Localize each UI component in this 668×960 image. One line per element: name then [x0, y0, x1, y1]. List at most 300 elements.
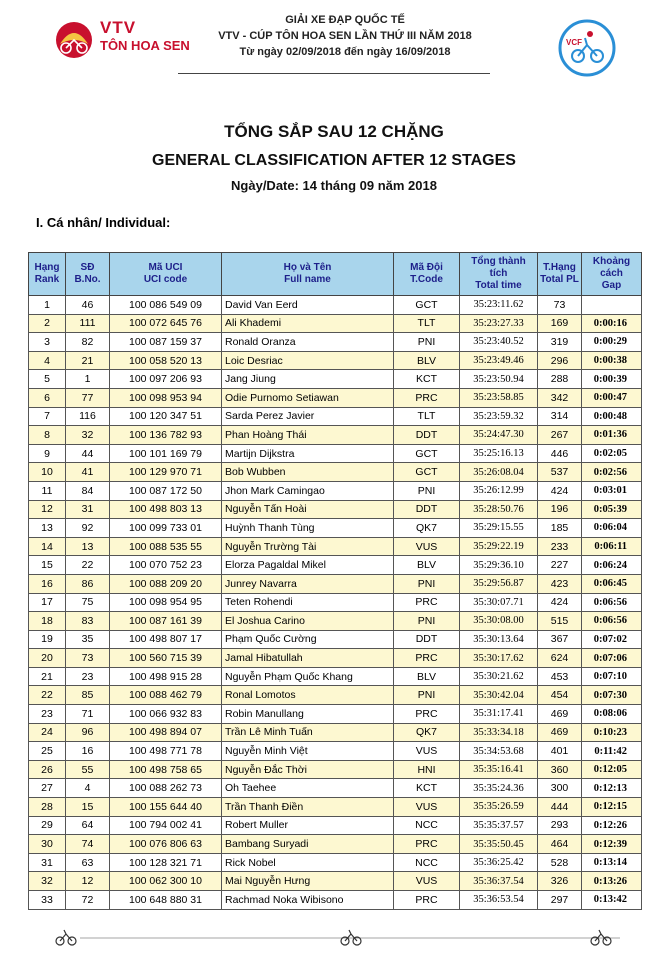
table-row: [29, 612, 642, 631]
total-time-cell: 35:36:53.54: [460, 891, 538, 910]
team-code-cell: HNI: [394, 760, 460, 779]
team-code-cell: VUS: [394, 872, 460, 891]
total-time-cell: 35:30:42.04: [460, 686, 538, 705]
team-code-cell: NCC: [394, 816, 460, 835]
bib-cell: 71: [66, 705, 110, 724]
rank-cell: 6: [29, 388, 66, 407]
total-time-cell: 35:35:50.45: [460, 835, 538, 854]
rider-name-cell: Bambang Suryadi: [222, 835, 394, 854]
total-pl-cell: 367: [538, 630, 582, 649]
bib-cell: 73: [66, 649, 110, 668]
gap-cell: 0:12:05: [582, 760, 642, 779]
gap-cell: 0:00:47: [582, 388, 642, 407]
uci-code-cell: 100 120 347 51: [110, 407, 222, 426]
team-code-cell: VUS: [394, 798, 460, 817]
rider-name-cell: Odie Purnomo Setiawan: [222, 388, 394, 407]
event-edition: VTV - CÚP TÔN HOA SEN LẦN THỨ III NĂM 2018: [218, 30, 472, 42]
bib-cell: 21: [66, 351, 110, 370]
brand-vtv: VTV: [100, 18, 137, 37]
rank-cell: 28: [29, 798, 66, 817]
total-pl-cell: 288: [538, 370, 582, 389]
team-code-cell: PRC: [394, 705, 460, 724]
uci-code-cell: 100 101 169 79: [110, 444, 222, 463]
section-individual: I. Cá nhân/ Individual:: [36, 215, 171, 230]
gap-cell: 0:06:24: [582, 556, 642, 575]
uci-code-cell: 100 560 715 39: [110, 649, 222, 668]
gap-cell: 0:05:39: [582, 500, 642, 519]
total-pl-cell: 423: [538, 574, 582, 593]
uci-code-cell: 100 498 758 65: [110, 760, 222, 779]
rider-name-cell: Robert Muller: [222, 816, 394, 835]
rank-cell: 23: [29, 705, 66, 724]
cyclist-icon: [591, 930, 611, 945]
rank-cell: 19: [29, 630, 66, 649]
rider-name-cell: Robin Manullang: [222, 705, 394, 724]
bib-cell: 13: [66, 537, 110, 556]
rank-cell: 11: [29, 481, 66, 500]
total-pl-cell: 300: [538, 779, 582, 798]
table-row: [29, 891, 642, 910]
gap-cell: 0:00:29: [582, 333, 642, 352]
uci-code-cell: 100 066 932 83: [110, 705, 222, 724]
uci-code-cell: 100 072 645 76: [110, 314, 222, 333]
rider-name-cell: Ronald Oranza: [222, 333, 394, 352]
table-row: [29, 556, 642, 575]
bib-cell: 41: [66, 463, 110, 482]
gap-cell: 0:07:06: [582, 649, 642, 668]
total-time-cell: 35:28:50.76: [460, 500, 538, 519]
team-code-cell: GCT: [394, 444, 460, 463]
total-time-cell: 35:23:27.33: [460, 314, 538, 333]
col-total-time: Tổng thành tích Total time: [460, 253, 538, 296]
uci-code-cell: 100 155 644 40: [110, 798, 222, 817]
rider-name-cell: Phạm Quốc Cường: [222, 630, 394, 649]
total-pl-cell: 624: [538, 649, 582, 668]
table-row: [29, 798, 642, 817]
bib-cell: 16: [66, 742, 110, 761]
table-row: [29, 853, 642, 872]
total-pl-cell: 528: [538, 853, 582, 872]
total-time-cell: 35:23:11.62: [460, 296, 538, 315]
uci-code-cell: 100 088 535 55: [110, 537, 222, 556]
rank-cell: 2: [29, 314, 66, 333]
team-code-cell: QK7: [394, 723, 460, 742]
total-time-cell: 35:24:47.30: [460, 426, 538, 445]
bib-cell: 64: [66, 816, 110, 835]
bib-cell: 82: [66, 333, 110, 352]
rank-cell: 9: [29, 444, 66, 463]
total-time-cell: 35:29:36.10: [460, 556, 538, 575]
rank-cell: 29: [29, 816, 66, 835]
table-row: [29, 426, 642, 445]
total-pl-cell: 360: [538, 760, 582, 779]
team-code-cell: PNI: [394, 333, 460, 352]
uci-code-cell: 100 087 161 39: [110, 612, 222, 631]
vcf-cyclist-emblem-icon: [552, 18, 622, 78]
total-time-cell: 35:35:24.36: [460, 779, 538, 798]
bib-cell: 44: [66, 444, 110, 463]
rank-cell: 33: [29, 891, 66, 910]
bib-cell: 74: [66, 835, 110, 854]
rank-cell: 32: [29, 872, 66, 891]
total-time-cell: 35:36:25.42: [460, 853, 538, 872]
uci-code-cell: 100 498 807 17: [110, 630, 222, 649]
gap-cell: 0:06:56: [582, 612, 642, 631]
gap-cell: 0:13:26: [582, 872, 642, 891]
uci-code-cell: 100 794 002 41: [110, 816, 222, 835]
total-time-cell: 35:30:08.00: [460, 612, 538, 631]
gap-cell: 0:02:05: [582, 444, 642, 463]
uci-code-cell: 100 058 520 13: [110, 351, 222, 370]
team-code-cell: DDT: [394, 500, 460, 519]
gap-cell: 0:07:02: [582, 630, 642, 649]
rider-name-cell: Rick Nobel: [222, 853, 394, 872]
uci-code-cell: 100 498 803 13: [110, 500, 222, 519]
bib-cell: 23: [66, 667, 110, 686]
general-classification-table: [28, 252, 642, 910]
team-code-cell: GCT: [394, 296, 460, 315]
total-time-cell: 35:30:07.71: [460, 593, 538, 612]
rank-cell: 15: [29, 556, 66, 575]
uci-code-cell: 100 088 262 73: [110, 779, 222, 798]
rider-name-cell: Phan Hoàng Thái: [222, 426, 394, 445]
team-code-cell: PRC: [394, 649, 460, 668]
total-pl-cell: 293: [538, 816, 582, 835]
total-time-cell: 35:30:21.62: [460, 667, 538, 686]
total-time-cell: 35:30:13.64: [460, 630, 538, 649]
uci-code-cell: 100 062 300 10: [110, 872, 222, 891]
rider-name-cell: Junrey Navarra: [222, 574, 394, 593]
total-pl-cell: 297: [538, 891, 582, 910]
total-time-cell: 35:29:22.19: [460, 537, 538, 556]
table-row: [29, 816, 642, 835]
rank-cell: 12: [29, 500, 66, 519]
total-time-cell: 35:23:58.85: [460, 388, 538, 407]
total-pl-cell: 73: [538, 296, 582, 315]
gap-cell: 0:06:56: [582, 593, 642, 612]
col-gap: Khoảng cách Gap: [582, 253, 642, 296]
gap-cell: 0:00:48: [582, 407, 642, 426]
cyclist-icon: [56, 930, 76, 945]
rank-cell: 24: [29, 723, 66, 742]
rank-cell: 18: [29, 612, 66, 631]
table-row: [29, 388, 642, 407]
table-row: [29, 593, 642, 612]
team-code-cell: BLV: [394, 556, 460, 575]
gap-cell: 0:00:38: [582, 351, 642, 370]
rider-name-cell: Sarda Perez Javier: [222, 407, 394, 426]
bib-cell: 15: [66, 798, 110, 817]
total-pl-cell: 169: [538, 314, 582, 333]
total-pl-cell: 424: [538, 481, 582, 500]
total-pl-cell: 267: [538, 426, 582, 445]
table-row: [29, 444, 642, 463]
bib-cell: 46: [66, 296, 110, 315]
gap-cell: 0:12:26: [582, 816, 642, 835]
team-code-cell: DDT: [394, 630, 460, 649]
total-pl-cell: 446: [538, 444, 582, 463]
rider-name-cell: El Joshua Carino: [222, 612, 394, 631]
total-pl-cell: 401: [538, 742, 582, 761]
gap-cell: 0:06:04: [582, 519, 642, 538]
team-code-cell: GCT: [394, 463, 460, 482]
uci-code-cell: 100 498 771 78: [110, 742, 222, 761]
total-pl-cell: 469: [538, 723, 582, 742]
rank-cell: 27: [29, 779, 66, 798]
total-time-cell: 35:23:59.32: [460, 407, 538, 426]
table-row: [29, 630, 642, 649]
uci-code-cell: 100 129 970 71: [110, 463, 222, 482]
rider-name-cell: Rachmad Noka Wibisono: [222, 891, 394, 910]
classification-date: Ngày/Date: 14 tháng 09 năm 2018: [231, 178, 437, 193]
event-dates: Từ ngày 02/09/2018 đến ngày 16/09/2018: [239, 46, 451, 58]
table-row: [29, 760, 642, 779]
uci-code-cell: 100 088 209 20: [110, 574, 222, 593]
gap-cell: 0:12:39: [582, 835, 642, 854]
team-code-cell: BLV: [394, 667, 460, 686]
total-pl-cell: 185: [538, 519, 582, 538]
uci-code-cell: 100 087 159 37: [110, 333, 222, 352]
total-time-cell: 35:26:12.99: [460, 481, 538, 500]
bib-cell: 86: [66, 574, 110, 593]
total-time-cell: 35:23:49.46: [460, 351, 538, 370]
gap-cell: 0:00:39: [582, 370, 642, 389]
table-row: [29, 519, 642, 538]
team-code-cell: BLV: [394, 351, 460, 370]
rider-name-cell: Jang Jiung: [222, 370, 394, 389]
gap-cell: 0:11:42: [582, 742, 642, 761]
bib-cell: 77: [66, 388, 110, 407]
uci-code-cell: 100 128 321 71: [110, 853, 222, 872]
table-row: [29, 314, 642, 333]
gap-cell: 0:13:42: [582, 891, 642, 910]
table-header-row: [29, 253, 642, 296]
uci-code-cell: 100 070 752 23: [110, 556, 222, 575]
team-code-cell: TLT: [394, 314, 460, 333]
bib-cell: 85: [66, 686, 110, 705]
bib-cell: 96: [66, 723, 110, 742]
table-row: [29, 407, 642, 426]
rank-cell: 30: [29, 835, 66, 854]
gap-cell: 0:00:16: [582, 314, 642, 333]
col-uci: Mã UCI UCI code: [110, 253, 222, 296]
uci-code-cell: 100 086 549 09: [110, 296, 222, 315]
gap-cell: 0:08:06: [582, 705, 642, 724]
table-row: [29, 481, 642, 500]
title-vietnamese: TỔNG SẮP SAU 12 CHẶNG: [224, 122, 444, 141]
uci-code-cell: 100 136 782 93: [110, 426, 222, 445]
cyclist-icon: [341, 930, 361, 945]
rank-cell: 13: [29, 519, 66, 538]
bib-cell: 83: [66, 612, 110, 631]
team-code-cell: PRC: [394, 835, 460, 854]
total-time-cell: 35:23:50.94: [460, 370, 538, 389]
table-row: [29, 296, 642, 315]
uci-code-cell: 100 648 880 31: [110, 891, 222, 910]
total-pl-cell: 424: [538, 593, 582, 612]
brand-name: TÔN HOA SEN: [100, 38, 190, 53]
total-pl-cell: 537: [538, 463, 582, 482]
table-row: [29, 779, 642, 798]
gap-cell: 0:03:01: [582, 481, 642, 500]
total-pl-cell: 444: [538, 798, 582, 817]
rider-name-cell: Jhon Mark Camingao: [222, 481, 394, 500]
rider-name-cell: Bob Wubben: [222, 463, 394, 482]
rider-name-cell: Elorza Pagaldal Mikel: [222, 556, 394, 575]
team-code-cell: DDT: [394, 426, 460, 445]
total-pl-cell: 453: [538, 667, 582, 686]
gap-cell: 0:07:30: [582, 686, 642, 705]
uci-code-cell: 100 498 894 07: [110, 723, 222, 742]
col-bib: SĐ B.No.: [66, 253, 110, 296]
rank-cell: 3: [29, 333, 66, 352]
gap-cell: 0:13:14: [582, 853, 642, 872]
team-code-cell: QK7: [394, 519, 460, 538]
rider-name-cell: Ali Khademi: [222, 314, 394, 333]
table-row: [29, 723, 642, 742]
bib-cell: 1: [66, 370, 110, 389]
rank-cell: 10: [29, 463, 66, 482]
total-pl-cell: 464: [538, 835, 582, 854]
bib-cell: 111: [66, 314, 110, 333]
gap-cell: 0:06:11: [582, 537, 642, 556]
bib-cell: 31: [66, 500, 110, 519]
total-pl-cell: 227: [538, 556, 582, 575]
team-code-cell: KCT: [394, 779, 460, 798]
rank-cell: 21: [29, 667, 66, 686]
bib-cell: 22: [66, 556, 110, 575]
gap-cell: [582, 296, 642, 315]
rank-cell: 25: [29, 742, 66, 761]
total-time-cell: 35:35:16.41: [460, 760, 538, 779]
total-time-cell: 35:33:34.18: [460, 723, 538, 742]
table-row: [29, 351, 642, 370]
rank-cell: 16: [29, 574, 66, 593]
team-code-cell: VUS: [394, 742, 460, 761]
table-row: [29, 705, 642, 724]
total-time-cell: 35:29:56.87: [460, 574, 538, 593]
total-pl-cell: 296: [538, 351, 582, 370]
rider-name-cell: Nguyễn Đắc Thời: [222, 760, 394, 779]
bib-cell: 12: [66, 872, 110, 891]
total-time-cell: 35:25:16.13: [460, 444, 538, 463]
table-row: [29, 574, 642, 593]
rider-name-cell: Nguyễn Tấn Hoài: [222, 500, 394, 519]
total-time-cell: 35:34:53.68: [460, 742, 538, 761]
title-english: GENERAL CLASSIFICATION AFTER 12 STAGES: [152, 152, 516, 169]
rank-cell: 17: [29, 593, 66, 612]
team-code-cell: NCC: [394, 853, 460, 872]
header-divider: [178, 73, 490, 74]
team-code-cell: PRC: [394, 891, 460, 910]
uci-code-cell: 100 098 954 95: [110, 593, 222, 612]
table-row: [29, 370, 642, 389]
gap-cell: 0:01:36: [582, 426, 642, 445]
rider-name-cell: Trần Lê Minh Tuấn: [222, 723, 394, 742]
rank-cell: 7: [29, 407, 66, 426]
bib-cell: 72: [66, 891, 110, 910]
team-code-cell: PNI: [394, 574, 460, 593]
rank-cell: 31: [29, 853, 66, 872]
table-row: [29, 500, 642, 519]
table-row: [29, 333, 642, 352]
rider-name-cell: Oh Taehee: [222, 779, 394, 798]
team-code-cell: VUS: [394, 537, 460, 556]
total-pl-cell: 342: [538, 388, 582, 407]
total-time-cell: 35:35:37.57: [460, 816, 538, 835]
rank-cell: 5: [29, 370, 66, 389]
bib-cell: 35: [66, 630, 110, 649]
table-row: [29, 463, 642, 482]
rider-name-cell: Mai Nguyễn Hưng: [222, 872, 394, 891]
total-pl-cell: 469: [538, 705, 582, 724]
team-code-cell: PRC: [394, 388, 460, 407]
bib-cell: 116: [66, 407, 110, 426]
rider-name-cell: Loic Desriac: [222, 351, 394, 370]
total-time-cell: 35:30:17.62: [460, 649, 538, 668]
rider-name-cell: Teten Rohendi: [222, 593, 394, 612]
total-pl-cell: 454: [538, 686, 582, 705]
bib-cell: 55: [66, 760, 110, 779]
uci-code-cell: 100 098 953 94: [110, 388, 222, 407]
uci-code-cell: 100 498 915 28: [110, 667, 222, 686]
rider-name-cell: David Van Eerd: [222, 296, 394, 315]
total-time-cell: 35:35:26.59: [460, 798, 538, 817]
total-pl-cell: 196: [538, 500, 582, 519]
col-total-pl: T.Hạng Total PL: [538, 253, 582, 296]
gap-cell: 0:02:56: [582, 463, 642, 482]
rank-cell: 22: [29, 686, 66, 705]
rank-cell: 1: [29, 296, 66, 315]
rank-cell: 8: [29, 426, 66, 445]
team-code-cell: PRC: [394, 593, 460, 612]
rank-cell: 20: [29, 649, 66, 668]
rider-name-cell: Ronal Lomotos: [222, 686, 394, 705]
col-name: Họ và Tên Full name: [222, 253, 394, 296]
rider-name-cell: Nguyễn Trường Tài: [222, 537, 394, 556]
bib-cell: 32: [66, 426, 110, 445]
team-code-cell: PNI: [394, 612, 460, 631]
team-code-cell: TLT: [394, 407, 460, 426]
gap-cell: 0:07:10: [582, 667, 642, 686]
total-time-cell: 35:23:40.52: [460, 333, 538, 352]
total-time-cell: 35:36:37.54: [460, 872, 538, 891]
rank-cell: 14: [29, 537, 66, 556]
rider-name-cell: Jamal Hibatullah: [222, 649, 394, 668]
vcf-label: VCF: [566, 38, 582, 47]
rider-name-cell: Martijn Dijkstra: [222, 444, 394, 463]
table-row: [29, 835, 642, 854]
total-pl-cell: 326: [538, 872, 582, 891]
vtv-tonhoasen-logo: [50, 12, 200, 67]
gap-cell: 0:06:45: [582, 574, 642, 593]
uci-code-cell: 100 097 206 93: [110, 370, 222, 389]
table-row: [29, 537, 642, 556]
total-time-cell: 35:31:17.41: [460, 705, 538, 724]
uci-code-cell: 100 087 172 50: [110, 481, 222, 500]
table-row: [29, 742, 642, 761]
rank-cell: 26: [29, 760, 66, 779]
total-pl-cell: 515: [538, 612, 582, 631]
uci-code-cell: 100 099 733 01: [110, 519, 222, 538]
col-rank: Hạng Rank: [29, 253, 66, 296]
uci-code-cell: 100 076 806 63: [110, 835, 222, 854]
total-time-cell: 35:29:15.55: [460, 519, 538, 538]
col-team: Mã Đội T.Code: [394, 253, 460, 296]
bib-cell: 4: [66, 779, 110, 798]
table-row: [29, 686, 642, 705]
total-pl-cell: 233: [538, 537, 582, 556]
